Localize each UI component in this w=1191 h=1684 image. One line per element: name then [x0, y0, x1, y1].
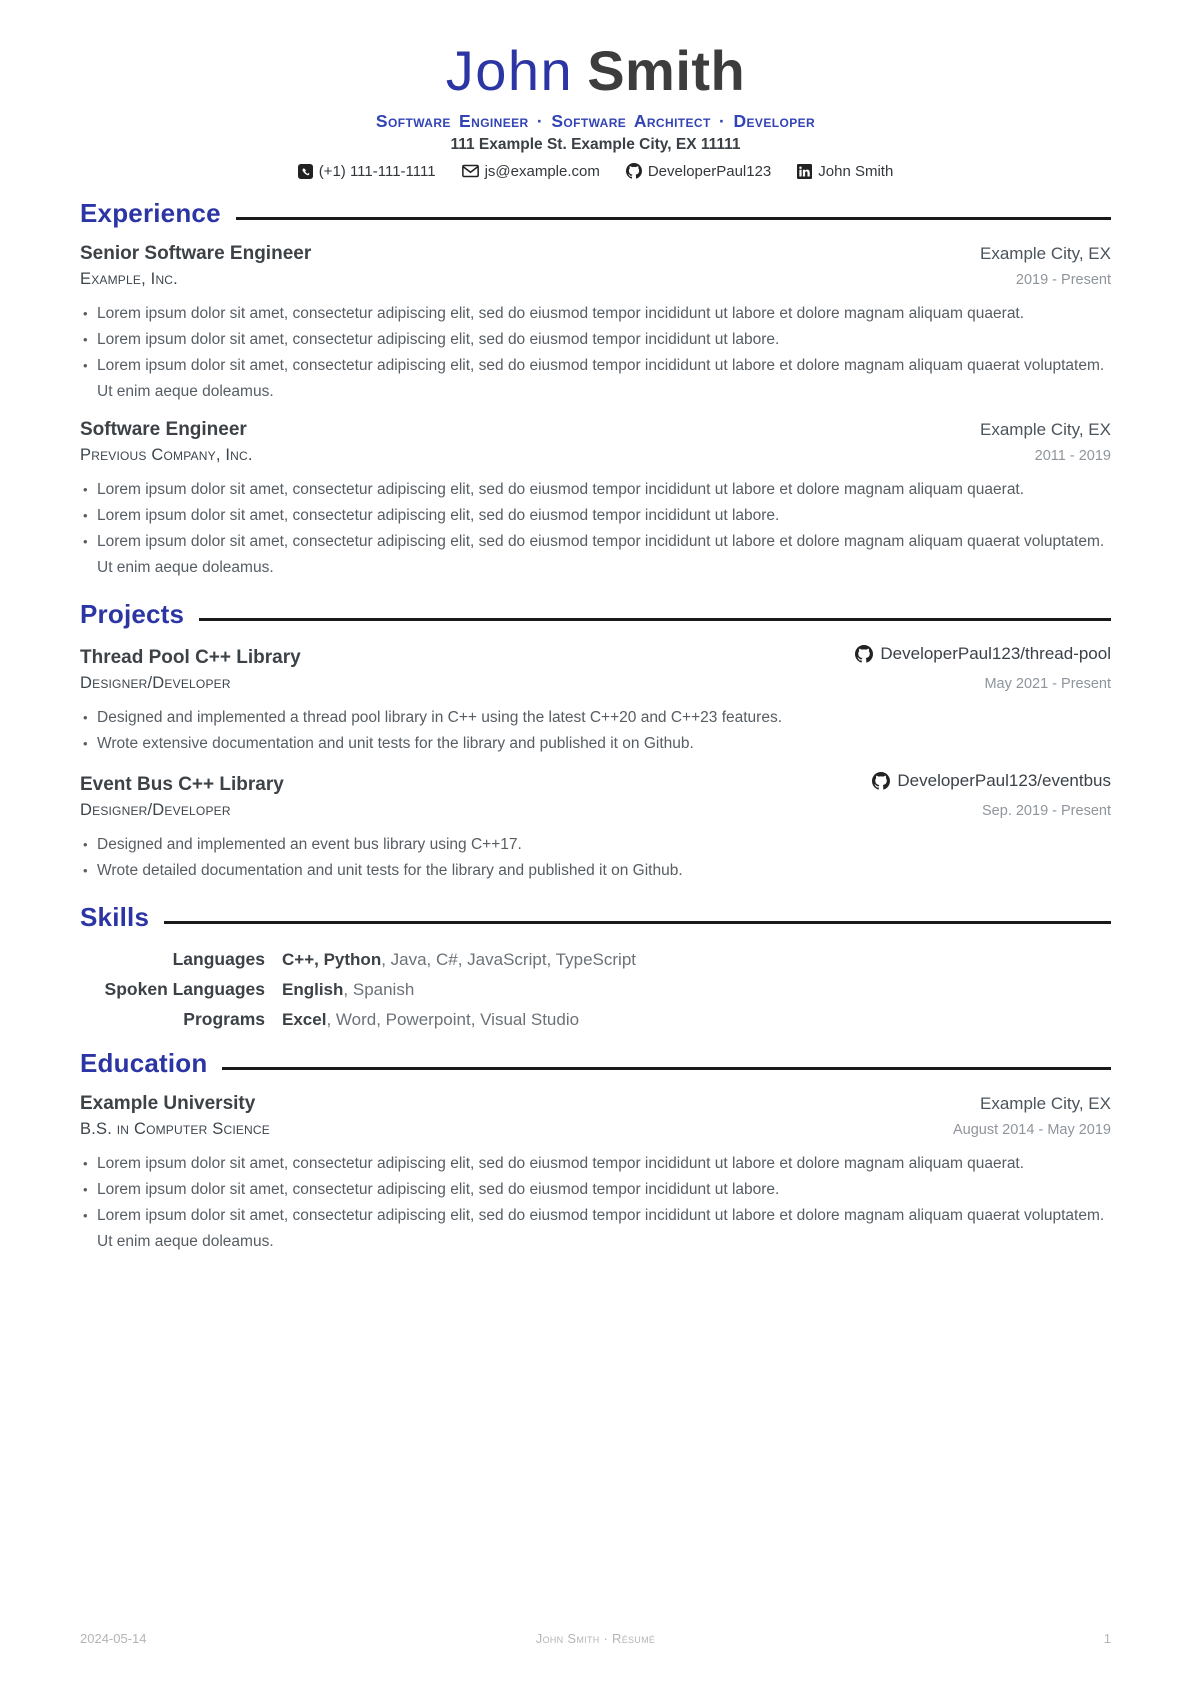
project-repo: DeveloperPaul123/thread-pool — [880, 643, 1111, 663]
school-degree: B.S. in Computer Science — [80, 1119, 270, 1138]
first-name: John — [445, 39, 574, 102]
envelope-icon — [462, 164, 479, 178]
footer-date: 2024-05-14 — [80, 1631, 147, 1646]
project-entry — [80, 771, 1111, 884]
github-icon — [855, 645, 873, 663]
skill-row — [80, 979, 1111, 1000]
bullet-item: • Designed and implemented an event bus library using C++17. — [80, 832, 1111, 858]
footer-page-number: 1 — [1103, 1631, 1111, 1646]
job-role: Software Engineer — [80, 418, 247, 440]
footer-title: John Smith · Résumé — [535, 1631, 656, 1646]
entry-subheader-line — [80, 674, 1111, 693]
linkedin-icon — [797, 164, 812, 179]
skill-label: Languages — [172, 948, 265, 969]
job-bullets — [80, 477, 1111, 581]
job-location: Example City, EX — [979, 243, 1111, 263]
email-contact[interactable] — [462, 163, 600, 180]
github-icon — [872, 772, 890, 790]
school-name: Example University — [80, 1092, 256, 1114]
skills-table — [80, 949, 1111, 1030]
education-title: Education — [80, 1047, 208, 1078]
entry-subheader-line — [80, 1120, 1111, 1139]
entry-subheader-line — [80, 801, 1111, 820]
email-address: js@example.com — [484, 162, 600, 180]
bullet-item: • Lorem ipsum dolor sit amet, consectetur adipiscing elit, sed do eiusmod tempor incididunt ut labore et dolore magnam aliquam quaerat. — [80, 477, 1111, 503]
phone-number: (+1) 111-111-1111 — [318, 162, 436, 180]
project-dates: Sep. 2019 - Present — [982, 802, 1111, 819]
project-name: Thread Pool C++ Library — [80, 646, 301, 668]
address: 111 Example St. Example City, EX 11111 — [450, 135, 741, 153]
heading-rule — [222, 1067, 1111, 1070]
tagline: Software Engineer · Software Architect · Developer — [375, 110, 816, 131]
entry-subheader-line — [80, 446, 1111, 465]
projects-title: Projects — [80, 598, 185, 629]
skill-value-rest: , Word, Powerpoint, Visual Studio — [326, 1009, 580, 1029]
heading-rule — [236, 217, 1111, 220]
bullet-item: • Lorem ipsum dolor sit amet, consectetur adipiscing elit, sed do eiusmod tempor incididunt ut labore et dolore magnam aliquam quaerat voluptatem. Ut enim aeque doleamus. — [80, 529, 1111, 581]
skill-row — [80, 949, 1111, 970]
entry-header-line — [80, 1093, 1111, 1115]
skill-value-bold: Python — [323, 949, 382, 969]
skill-value-bold: C++ — [282, 949, 315, 969]
bullet-item: • Wrote extensive documentation and unit tests for the library and published it on Github. — [80, 731, 1111, 757]
projects-heading — [80, 599, 1111, 630]
entry-header-line — [80, 419, 1111, 441]
heading-rule — [164, 921, 1111, 924]
project-repo-link[interactable] — [855, 644, 1111, 664]
project-role: Designer/Developer — [80, 800, 231, 819]
bullet-item: • Lorem ipsum dolor sit amet, consectetur adipiscing elit, sed do eiusmod tempor incididunt ut labore et dolore magnam aliquam quaerat. — [80, 1151, 1111, 1177]
bullet-item: • Lorem ipsum dolor sit amet, consectetur adipiscing elit, sed do eiusmod tempor incididunt ut labore. — [80, 1177, 1111, 1203]
resume-header — [80, 39, 1111, 180]
bullet-item: • Designed and implemented a thread pool library in C++ using the latest C++20 and C++23 features. — [80, 705, 1111, 731]
project-dates: May 2021 - Present — [984, 675, 1111, 692]
bullet-item: • Wrote detailed documentation and unit tests for the library and published it on Github. — [80, 858, 1111, 884]
linkedin-name: John Smith — [818, 162, 894, 180]
bullet-item: • Lorem ipsum dolor sit amet, consectetur adipiscing elit, sed do eiusmod tempor incididunt ut labore et dolore magnam aliquam quaerat voluptatem. Ut enim aeque doleamus. — [80, 1203, 1111, 1255]
skills-title: Skills — [80, 901, 150, 932]
experience-entry — [80, 419, 1111, 581]
entry-subheader-line — [80, 270, 1111, 289]
experience-title: Experience — [80, 197, 221, 228]
github-icon — [626, 163, 642, 179]
heading-rule — [199, 618, 1111, 621]
skills-heading — [80, 902, 1111, 933]
experience-entry — [80, 243, 1111, 405]
phone-icon — [298, 164, 313, 179]
education-bullets — [80, 1151, 1111, 1255]
skill-value-bold: Excel — [282, 1009, 327, 1029]
last-name: Smith — [587, 39, 746, 102]
page-footer — [80, 1631, 1111, 1646]
job-location: Example City, EX — [979, 419, 1111, 439]
education-entry — [80, 1093, 1111, 1255]
skill-value-sep: , — [314, 949, 324, 969]
skills-section — [80, 902, 1111, 1030]
entry-header-line — [80, 771, 1111, 796]
projects-section — [80, 599, 1111, 884]
skill-value-bold: English — [282, 979, 344, 999]
skill-value-rest: , Spanish — [343, 979, 415, 999]
experience-section — [80, 198, 1111, 581]
project-bullets — [80, 705, 1111, 757]
project-repo-link[interactable] — [872, 771, 1111, 791]
skill-values — [282, 980, 414, 1000]
project-entry — [80, 644, 1111, 757]
skill-label: Programs — [183, 1008, 265, 1029]
github-contact[interactable] — [626, 163, 771, 180]
education-heading — [80, 1048, 1111, 1079]
skill-values — [282, 950, 636, 970]
job-company: Example, Inc. — [80, 269, 178, 288]
job-company: Previous Company, Inc. — [80, 445, 253, 464]
school-dates: August 2014 - May 2019 — [953, 1121, 1111, 1138]
bullet-item: • Lorem ipsum dolor sit amet, consectetur adipiscing elit, sed do eiusmod tempor incididunt ut labore et dolore magnam aliquam quaerat. — [80, 301, 1111, 327]
job-role: Senior Software Engineer — [80, 242, 312, 264]
project-bullets — [80, 832, 1111, 884]
project-name: Event Bus C++ Library — [80, 773, 284, 795]
job-bullets — [80, 301, 1111, 405]
phone-contact[interactable] — [298, 163, 436, 180]
entry-header-line — [80, 644, 1111, 669]
project-repo: DeveloperPaul123/eventbus — [897, 770, 1111, 790]
contact-row — [80, 163, 1111, 180]
experience-heading — [80, 198, 1111, 229]
project-role: Designer/Developer — [80, 673, 231, 692]
github-username: DeveloperPaul123 — [647, 162, 772, 180]
bullet-item: • Lorem ipsum dolor sit amet, consectetur adipiscing elit, sed do eiusmod tempor incididunt ut labore. — [80, 327, 1111, 353]
skill-label: Spoken Languages — [104, 978, 265, 999]
bullet-item: • Lorem ipsum dolor sit amet, consectetur adipiscing elit, sed do eiusmod tempor incididunt ut labore. — [80, 503, 1111, 529]
school-location: Example City, EX — [979, 1093, 1111, 1113]
skill-value-rest: , Java, C#, JavaScript, TypeScript — [381, 949, 636, 969]
skill-row — [80, 1009, 1111, 1030]
job-dates: 2011 - 2019 — [1034, 447, 1111, 464]
full-name — [80, 39, 1111, 102]
education-section — [80, 1048, 1111, 1255]
job-dates: 2019 - Present — [1015, 271, 1111, 288]
entry-header-line — [80, 243, 1111, 265]
linkedin-contact[interactable] — [797, 163, 893, 180]
skill-values — [282, 1010, 579, 1030]
bullet-item: • Lorem ipsum dolor sit amet, consectetur adipiscing elit, sed do eiusmod tempor incididunt ut labore et dolore magnam aliquam quaerat voluptatem. Ut enim aeque doleamus. — [80, 353, 1111, 405]
